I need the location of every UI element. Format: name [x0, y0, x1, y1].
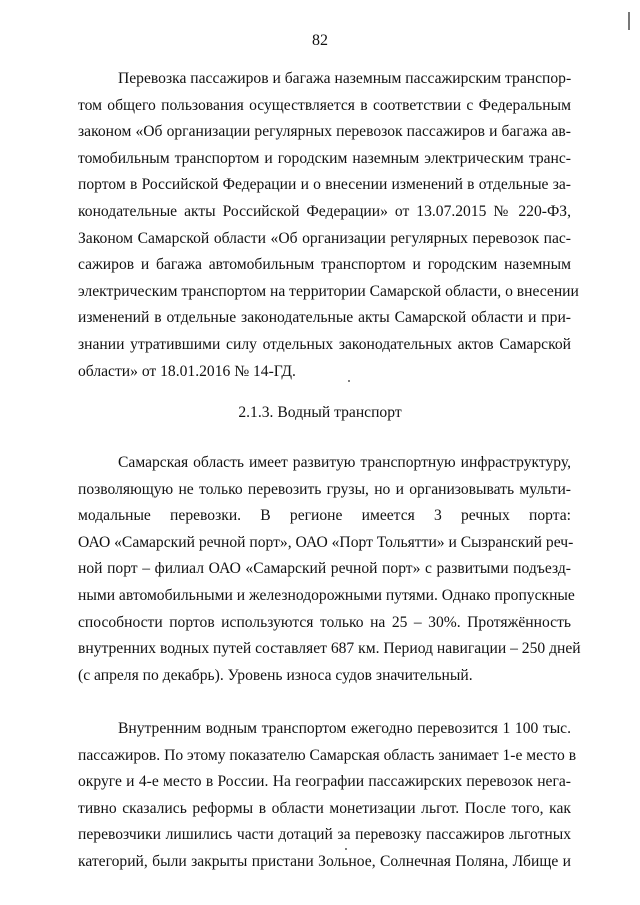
paragraph-line: позволяющую не только перевозить грузы, но и организовывать мульти- — [78, 480, 571, 498]
paragraph-passengers — [78, 716, 577, 876]
paragraph-line: области» от 18.01.2016 № 14-ГД. — [78, 362, 296, 380]
paragraph-line: Самарская область имеет развитую транспортную инфраструктуру, — [118, 454, 571, 471]
paragraph-line: портом в Российской Федерации и о внесении изменений в отдельные за- — [78, 176, 571, 194]
paragraph-line: внутренних водных путей составляет 687 км. Период навигации – 250 дней — [78, 640, 581, 658]
paragraph-line: категорий, были закрыты пристани Зольное, Солнечная Поляна, Лбище и — [78, 852, 571, 870]
page-number: 82 — [312, 32, 328, 49]
paragraph-line: пассажиров. По этому показателю Самарская область занимает 1-е место в — [78, 746, 577, 764]
paragraph-line: ной порт – филиал ОАО «Самарский речной порт» с развитыми подъезд- — [78, 560, 571, 578]
scan-edge-mark — [628, 12, 630, 30]
paragraph-line: перевозчики лишились части дотаций за перевозку пассажиров льготных — [78, 826, 571, 844]
paragraph-line: законом «Об организации регулярных перевозок пассажиров и багажа ав- — [78, 123, 571, 141]
scan-speck — [348, 380, 350, 382]
paragraph-line: Перевозка пассажиров и багажа наземным пассажирским транспор- — [118, 70, 572, 87]
paragraph-line: Внутренним водным транспортом ежегодно перевозится 1 100 тыс. — [118, 720, 571, 737]
paragraph-line: ными автомобильными и железнодорожными путями. Однако пропускные — [78, 586, 575, 604]
paragraph-line: тивно сказались реформы в области монетизации льгот. После того, как — [78, 799, 571, 817]
scan-speck — [345, 848, 347, 850]
paragraph-line: модальные перевозки. В регионе имеется 3 речных порта: — [78, 507, 571, 525]
paragraph-line: знании утратившими силу отдельных законодательных актов Самарской — [78, 335, 571, 353]
paragraph-line: сажиров и багажа автомобильным транспортом и городским наземным — [78, 256, 571, 274]
paragraph-line: способности портов используются только на 25 – 30%. Протяжённость — [78, 613, 571, 631]
paragraph-line: округе и 4-е место в России. На географии пассажирских перевозок нега- — [78, 773, 571, 791]
section-heading: 2.1.3. Водный транспорт — [238, 404, 402, 421]
paragraph-line: Законом Самарской области «Об организации регулярных перевозок пас- — [78, 229, 571, 247]
paragraph-line: изменений в отдельные законодательные акты Самарской области и при- — [78, 309, 571, 327]
paragraph-line: (с апреля по декабрь). Уровень износа судов значительный. — [78, 666, 473, 684]
paragraph-line: том общего пользования осуществляется в соответствии с Федеральным — [78, 96, 571, 114]
paragraph-infrastructure — [78, 450, 581, 689]
paragraph-line: электрическим транспортом на территории Самарской области, о внесении — [78, 282, 579, 300]
paragraph-line: томобильным транспортом и городским наземным электрическим транс- — [78, 149, 571, 167]
paragraph-legal-basis — [78, 66, 579, 385]
paragraph-line: ОАО «Самарский речной порт», ОАО «Порт Тольятти» и Сызранский реч- — [78, 533, 574, 551]
paragraph-line: конодательные акты Российской Федерации» от 13.07.2015 № 220-ФЗ, — [78, 202, 571, 220]
